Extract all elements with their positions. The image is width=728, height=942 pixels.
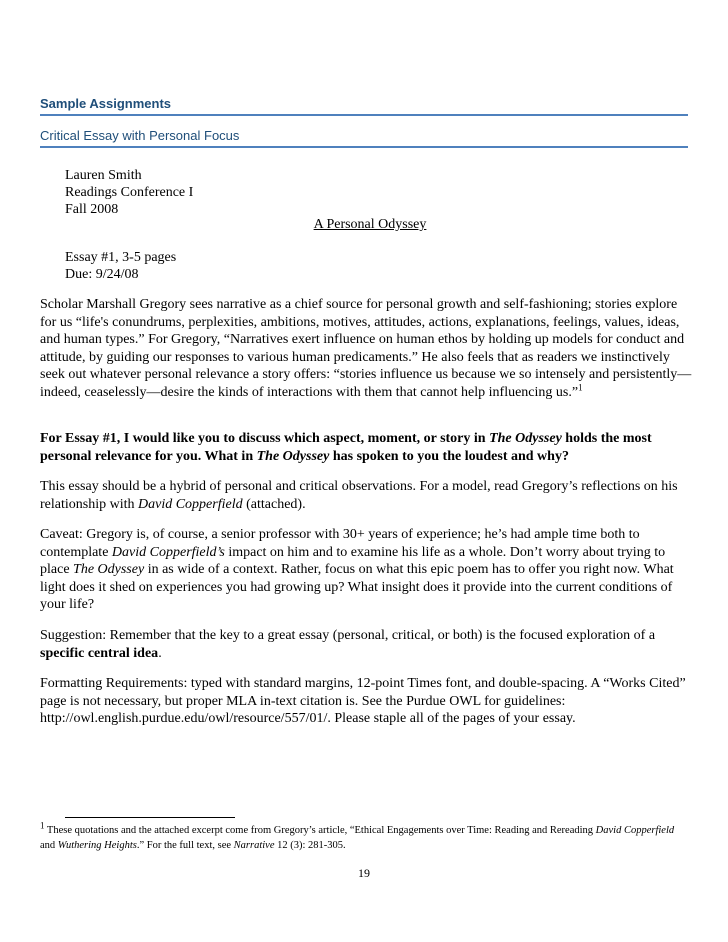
footnote-text-g: 12 (3): 281-305. bbox=[274, 840, 346, 851]
footnote-text-e: .” For the full text, see bbox=[136, 840, 234, 851]
prompt-title-2: The Odyssey bbox=[256, 448, 330, 464]
suggestion-emphasis: specific central idea bbox=[40, 645, 159, 661]
suggestion-text-c: . bbox=[158, 645, 162, 661]
caveat-text-a: Caveat: Gregory is, of course, a senior professor with 30+ years of experience; he’s had ample time both to contemplate bbox=[40, 527, 640, 560]
footnote-title-1: David Copperfield bbox=[595, 825, 675, 836]
footnote bbox=[40, 820, 690, 853]
essay-title: A Personal Odyssey bbox=[313, 217, 427, 232]
prompt-text-c: holds the most personal relevance for you. What in bbox=[40, 431, 652, 464]
assignment-info bbox=[65, 249, 176, 283]
prompt-text-e: has spoken to you the loudest and why? bbox=[329, 448, 569, 464]
footnote-title-2: Wuthering Heights bbox=[57, 840, 137, 851]
footnote-journal: Narrative bbox=[233, 840, 275, 851]
prompt-text-a: For Essay #1, I would like you to discuss which aspect, moment, or story in bbox=[40, 431, 490, 446]
suggestion-text-a: Suggestion: Remember that the key to a great essay (personal, critical, or both) is the focused exploration of a bbox=[40, 628, 656, 643]
hybrid-text-c: (attached). bbox=[242, 496, 306, 512]
formatting-text: Formatting Requirements: typed with standard margins, 12-point Times font, and double-spacing. A “Works Cited” page is not necessary, but proper MLA in-text citation is. See the Purdue OWL for guidelines: http://owl.english.purdue.edu/owl/resource/557/01/. Please staple all of the pages of your essay. bbox=[40, 676, 686, 726]
prompt-paragraph bbox=[40, 430, 692, 465]
footnote-mark: 1 bbox=[40, 820, 45, 831]
intro-paragraph bbox=[40, 296, 692, 401]
due-date: Due: 9/24/08 bbox=[65, 267, 139, 282]
intro-text: Scholar Marshall Gregory sees narrative as a chief source for personal growth and self-fashioning; stories explore for us “life's conundrums, perplexities, ambitions, motives, attitudes, actions, explanations, feelings, values, ideas, and human types.” For Gregory, “Narratives exert influence on human ethos by holding up models for conduct and attitude, by guiding our responses to various human predicaments.” He also feels that as readers we instinctively seek out whatever personal relevance a story offers: “stories influence us because we so intensely and persistently—indeed, ceaselessly—desire the kinds of interactions with them that cannot help influencing us.” bbox=[40, 297, 692, 400]
caveat-paragraph bbox=[40, 526, 692, 614]
caveat-text-c: impact on him and to examine his life as a whole. Don’t worry about trying to place bbox=[40, 544, 666, 577]
student-header bbox=[65, 167, 193, 218]
essay-length: Essay #1, 3-5 pages bbox=[65, 250, 177, 265]
suggestion-paragraph bbox=[40, 627, 692, 662]
footnote-divider bbox=[65, 817, 235, 818]
page-number: 19 bbox=[358, 866, 370, 880]
hybrid-paragraph bbox=[40, 478, 692, 513]
subsection-heading: Critical Essay with Personal Focus bbox=[40, 128, 688, 148]
essay-title-row bbox=[0, 216, 728, 233]
section-heading: Sample Assignments bbox=[40, 96, 688, 116]
prompt-title-1: The Odyssey bbox=[489, 431, 562, 446]
student-name: Lauren Smith bbox=[65, 168, 142, 183]
footnote-text-c: and bbox=[40, 840, 58, 851]
caveat-title-1: David Copperfield’s bbox=[111, 544, 225, 560]
hybrid-text-a: This essay should be a hybrid of personal and critical observations. For a model, read Gregory’s reflections on his relationship with bbox=[40, 479, 678, 512]
footnote-ref: 1 bbox=[578, 381, 583, 392]
term: Fall 2008 bbox=[65, 202, 119, 217]
caveat-text-e: in as wide of a context. Rather, focus on what this epic poem has to offer you right now. What light does it shed on experiences you had growing up? What insight does it provide into the current conditions of your life? bbox=[40, 562, 674, 612]
caveat-title-2: The Odyssey bbox=[73, 562, 145, 577]
formatting-paragraph bbox=[40, 675, 692, 728]
hybrid-title: David Copperfield bbox=[138, 496, 243, 512]
footnote-text-a: These quotations and the attached excerpt come from Gregory’s article, “Ethical Engagements over Time: Reading and Rereading bbox=[44, 825, 596, 836]
course-name: Readings Conference I bbox=[65, 185, 194, 200]
